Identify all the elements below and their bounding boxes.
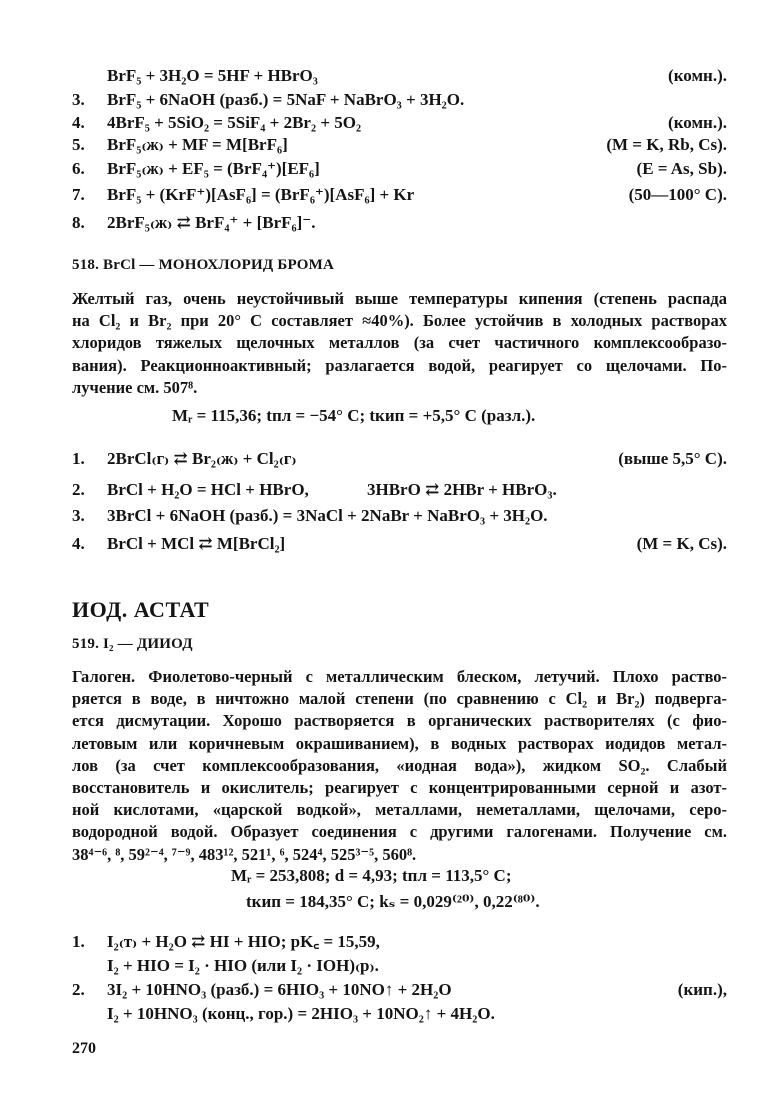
physical-constants: tкип = 184,35° С; kₛ = 0,029⁽²⁰⁾, 0,22⁽⁸⁰⁾. [246, 892, 540, 911]
section-description: Галоген. Фиолетово-черный с металлическим блеском, летучий. Плохо раство- ряется в воде, в ничтожно малой степени (по сравнению с Cl₂ и Br₂) подверга- ется дисмутации. Хорошо растворяется в органических растворителях (с фио- летовым или коричневым окрашиванием), в водных растворах иодидов метал- лов (за счет комплексообразования, «иодная вода»), жидком SO₂. Слабый восстановитель и окислитель; реагирует с концентрированными серной и азот- ной кислотами, «царской водкой», металлами, неметаллами, щелочами, серо- водородной водой. Образует соединения с другими галогенами. Получение см. 38⁴⁻⁶, ⁸, 59²⁻⁴, ⁷⁻⁹, 483¹², 521¹, ⁶, 524⁴, 525³⁻⁵, 560⁸. [72, 667, 727, 864]
section-title: 518. BrCl — МОНОХЛОРИД БРОМА [72, 257, 334, 273]
section-description: Желтый газ, очень неустойчивый выше температуры кипения (степень распада на Cl₂ и Br₂ при 20° С составляет ≈40%). Более устойчив в холодных растворах хлоридов тяжелых щелочных металлов (за счет частичного комплексообразо- вания). Реакционноактивный; разлагается водой, реагирует со щелочами. По- лучение см. 507⁸. [72, 289, 727, 397]
physical-constants: Mᵣ = 253,808; d = 4,93; tпл = 113,5° С; [231, 866, 512, 885]
book-page: BrF₅ + 3H₂O = 5HF + HBrO₃ (комн.). 3. BrF₅ + 6NaOH (разб.) = 5NaF + NaBrO₃ + 3H₂O. 4. 4BrF₅ + 5SiO₂ = 5SiF₄ + 2Br₂ + 5O₂ (комн.). 5. BrF₅₍ж₎ + MF = M[BrF₆] (M = K, Rb, Cs). 6. BrF₅₍ж₎ + EF₅ = (BrF₄⁺)[EF₆] (E = As, Sb). 7. BrF₅ + (KrF⁺)[AsF₆] = (BrF₆⁺)[AsF₆] + Kr (50—100° C). 8. 2BrF₅₍ж₎ ⇄ BrF₄⁺ + [BrF₆]⁻. 518. BrCl — МОНОХЛОРИД БРОМА Желтый газ, очень неустойчивый выше температуры кипения (степень распада на Cl₂ и Br₂ при 20° С составляет ≈40%). Более устойчив в холодных растворах хлоридов тяжелых щелочных металлов (за счет частичного комплексообразо- вания). Реакционноактивный; разлагается водой, реагирует со щелочами. По- лучение см. 507⁸. Mᵣ = 115,36; tпл = −54° С; tкип = +5,5° С (разл.). 1. 2BrCl₍г₎ ⇄ Br₂₍ж₎ + Cl₂₍г₎ (выше 5,5° С). 2. BrCl + H₂O = HCl + HBrO, 3HBrO ⇄ 2HBr + HBrO₃. 3. 3BrCl + 6NaOH (разб.) = 3NaCl + 2NaBr + NaBrO₃ + 3H₂O. 4. BrCl + MCl ⇄ M[BrCl₂] (M = K, Cs). ИОД. АСТАТ 519. I₂ — ДИИОД Галоген. Фиолетово-черный с металлическим блеском, летучий. Плохо раство- ряется в воде, в ничтожно малой степени (по сравнению с Cl₂ и Br₂) подверга- ется дисмутации. Хорошо растворяется в органических растворителях (с фио- летовым или коричневым окрашиванием), в водных растворах иодидов метал- лов (за счет комплексообразования, «иодная вода»), жидком SO₂. Слабый восстановитель и окислитель; реагирует с концентрированными серной и азот- ной кислотами, «царской водкой», металлами, неметаллами, щелочами, серо- водородной водой. Образует соединения с другими галогенами. Получение см. 38⁴⁻⁶, ⁸, 59²⁻⁴, ⁷⁻⁹, 483¹², 521¹, ⁶, 524⁴, 525³⁻⁵, 560⁸. Mᵣ = 253,808; d = 4,93; tпл = 113,5° С; tкип = 184,35° С; kₛ = 0,029⁽²⁰⁾, 0,22⁽⁸⁰⁾. 1. I₂₍т₎ + H₂O ⇄ HI + HIO; pK꜀ = 15,59, I₂ + HIO = I₂ · HIO (или I₂ · IOH)₍р₎. 2. 3I₂ + 10HNO₃ (разб.) = 6HIO₃ + 10NO↑ + 2H₂O (кип.), I₂ + 10HNO₃ (конц., гор.) = 2HIO₃ + 10NO₂↑ + 4H₂O. 270 [72, 66, 727, 1057]
physical-constants: Mᵣ = 115,36; tпл = −54° С; tкип = +5,5° С (разл.). [172, 406, 536, 425]
chapter-title: ИОД. АСТАТ [72, 597, 210, 622]
page-number: 270 [72, 1040, 96, 1057]
section-title: 519. I₂ — ДИИОД [72, 636, 193, 652]
